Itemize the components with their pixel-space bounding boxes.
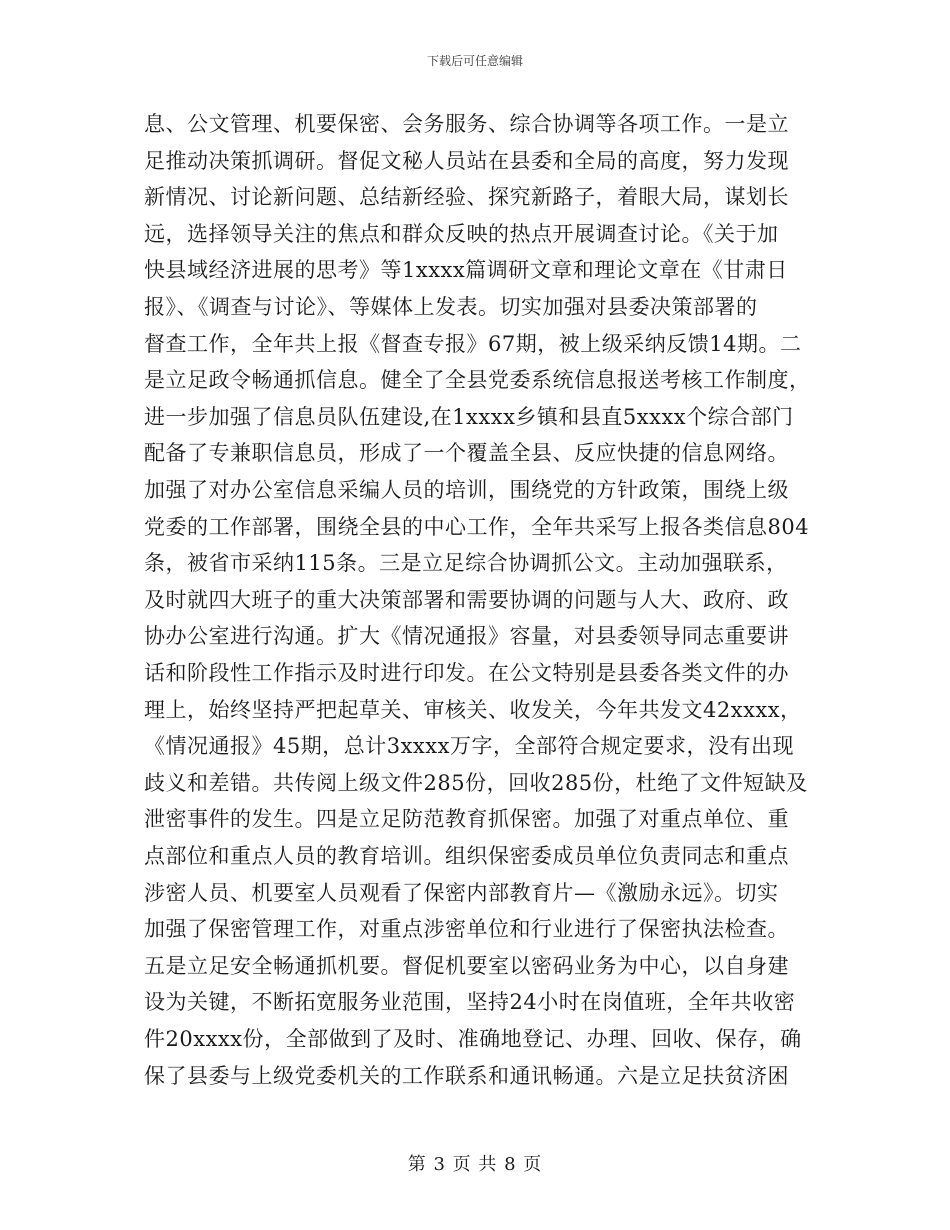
body-line: 及时就四大班子的重大决策部署和需要协调的问题与人大、政府、政	[144, 587, 789, 612]
body-line: 党委的工作部署，围绕全县的中心工作，全年共采写上报各类信息804	[144, 514, 810, 539]
body-line: 点部位和重点人员的教育培训。组织保密委成员单位负责同志和重点	[144, 844, 789, 868]
body-line: 五是立足安全畅通抓机要。督促机要室以密码业务为中心，以自身建	[144, 953, 789, 978]
body-line: 督查工作，全年共上报《督查专报》67期，被上级采纳反馈14期。二	[144, 331, 802, 356]
page-number: 第 3 页 共 8 页	[407, 1154, 543, 1175]
body-line: 远，选择领导关注的焦点和群众反映的热点开展调查讨论。《关于加	[144, 221, 779, 246]
body-line: 条，被省市采纳115条。三是立足综合协调抓公文。主动加强联系，	[144, 551, 788, 576]
body-line: 快县域经济进展的思考》等1xxxx篇调研文章和理论文章在《甘肃日	[144, 258, 788, 283]
body-line: 是立足政令畅通抓信息。健全了全县党委系统信息报送考核工作制度，	[144, 368, 811, 393]
body-line: 加强了对办公室信息采编人员的培训，围绕党的方针政策，围绕上级	[144, 478, 789, 502]
body-line: 《情况通报》45期，总计3xxxx万字，全部符合规定要求，没有出现	[144, 734, 794, 759]
body-line: 理上，始终坚持严把起草关、审核关、收发关，今年共发文42xxxx，	[144, 697, 802, 722]
body-line: 歧义和差错。共传阅上级文件285份，回收285份，杜绝了文件短缺及	[144, 770, 808, 795]
body-line: 泄密事件的发生。四是立足防范教育抓保密。加强了对重点单位、重	[144, 807, 789, 832]
body-line: 加强了保密管理工作，对重点涉密单位和行业进行了保密执法检查。	[144, 917, 789, 942]
body-line: 涉密人员、机要室人员观看了保密内部教育片—《激励永远》。切实	[144, 880, 779, 905]
body-line: 话和阶段性工作指示及时进行印发。在公文特别是县委各类文件的办	[144, 661, 789, 685]
body-line: 报》、《调查与讨论》、等媒体上发表。切实加强对县委决策部署的	[144, 295, 758, 319]
body-line: 设为关键，不断拓宽服务业范围，坚持24小时在岗值班，全年共收密	[144, 990, 796, 1015]
body-line: 协办公室进行沟通。扩大《情况通报》容量，对县委领导同志重要讲	[144, 624, 789, 649]
body-line: 件20xxxx份，全部做到了及时、准确地登记、办理、回收、保存，确	[144, 1027, 802, 1051]
body-line: 息、公文管理、机要保密、会务服务、综合协调等各项工作。一是立	[144, 112, 789, 136]
header-note: 下载后可任意编辑	[426, 54, 523, 68]
body-line: 新情况、讨论新问题、总结新经验、探究新路子，着眼大局，谋划长	[144, 185, 789, 210]
body-line: 足推动决策抓调研。督促文秘人员站在县委和全局的高度，努力发现	[144, 148, 789, 173]
body-line: 进一步加强了信息员队伍建设,在1xxxx乡镇和县直5xxxx个综合部门	[144, 404, 794, 429]
body-line: 保了县委与上级党委机关的工作联系和通讯畅通。六是立足扶贫济困	[144, 1063, 789, 1088]
body-line: 配备了专兼职信息员，形成了一个覆盖全县、反应快捷的信息网络。	[144, 441, 789, 466]
